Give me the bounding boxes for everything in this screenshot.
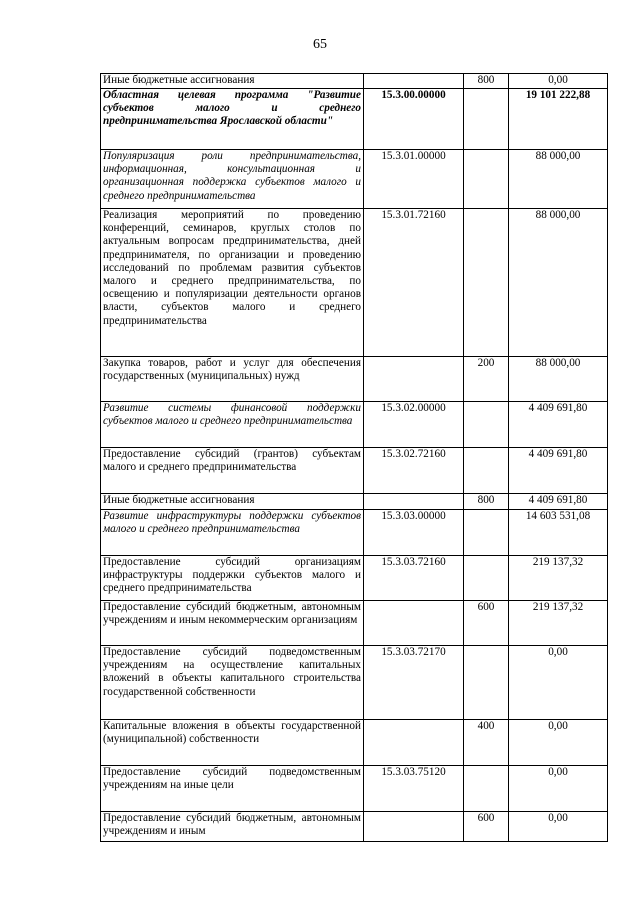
row-amount: 4 409 691,80 [509, 494, 608, 510]
row-name: Развитие инфраструктуры поддержки субъектов малого и среднего предпринимательства [101, 510, 364, 556]
page-number: 65 [313, 37, 327, 52]
row-code: 15.3.03.72170 [364, 646, 464, 720]
row-name: Предоставление субсидий бюджетным, автономным учреждениям и иным некоммерческим организациям [101, 601, 364, 646]
row-name: Реализация мероприятий по проведению конференций, семинаров, круглых столов по актуальным вопросам предпринимательства, дней предпринимателя, по организации и проведению исследований по проблемам развития субъектов малого и среднего предпринимательства, по освещению и популяризации деятельности органов власти, субъектов малого и среднего предпринимательства [101, 209, 364, 357]
row-name: Предоставление субсидий организациям инфраструктуры поддержки субъектов малого и среднего предпринимательства [101, 556, 364, 601]
table-row [101, 448, 608, 494]
row-name: Предоставление субсидий подведомственным учреждениям на осуществление капитальных вложений в объекты капитального строительства государственной собственности [101, 646, 364, 720]
row-name: Предоставление субсидий (грантов) субъектам малого и среднего предпринимательства [101, 448, 364, 494]
row-amount: 0,00 [509, 720, 608, 766]
row-name: Предоставление субсидий подведомственным учреждениям на иные цели [101, 766, 364, 812]
row-amount: 0,00 [509, 766, 608, 812]
row-code [364, 812, 464, 842]
row-code: 15.3.01.00000 [364, 150, 464, 209]
row-type: 600 [464, 812, 509, 842]
row-code: 15.3.03.00000 [364, 510, 464, 556]
row-name: Предоставление субсидий бюджетным, автономным учреждениям и иным [101, 812, 364, 842]
row-amount: 4 409 691,80 [509, 448, 608, 494]
table-row [101, 209, 608, 357]
row-amount: 88 000,00 [509, 209, 608, 357]
table-row [101, 720, 608, 766]
row-code [364, 357, 464, 402]
row-type [464, 209, 509, 357]
row-code: 15.3.03.72160 [364, 556, 464, 601]
row-code [364, 601, 464, 646]
table-row [101, 601, 608, 646]
row-amount: 219 137,32 [509, 556, 608, 601]
table-row [101, 74, 608, 89]
row-code: 15.3.00.00000 [364, 89, 464, 150]
row-amount: 4 409 691,80 [509, 402, 608, 448]
row-amount: 0,00 [509, 646, 608, 720]
row-name: Иные бюджетные ассигнования [101, 74, 364, 89]
row-type [464, 89, 509, 150]
row-amount: 88 000,00 [509, 357, 608, 402]
table-row [101, 646, 608, 720]
row-type [464, 510, 509, 556]
row-type [464, 766, 509, 812]
table-row [101, 150, 608, 209]
row-amount: 0,00 [509, 812, 608, 842]
row-amount: 219 137,32 [509, 601, 608, 646]
row-amount: 14 603 531,08 [509, 510, 608, 556]
table-row [101, 402, 608, 448]
row-code [364, 720, 464, 766]
table-row [101, 812, 608, 842]
row-type: 600 [464, 601, 509, 646]
table-row [101, 766, 608, 812]
row-type: 400 [464, 720, 509, 766]
row-type [464, 150, 509, 209]
row-type: 800 [464, 494, 509, 510]
row-type [464, 402, 509, 448]
row-name: Закупка товаров, работ и услуг для обеспечения государственных (муниципальных) нужд [101, 357, 364, 402]
row-amount: 88 000,00 [509, 150, 608, 209]
budget-table [100, 73, 608, 842]
row-type [464, 646, 509, 720]
table-row [101, 510, 608, 556]
row-code: 15.3.02.00000 [364, 402, 464, 448]
row-name: Развитие системы финансовой поддержки субъектов малого и среднего предпринимательства [101, 402, 364, 448]
row-code: 15.3.02.72160 [364, 448, 464, 494]
row-type: 200 [464, 357, 509, 402]
row-name: Популяризация роли предпринимательства, информационная, консультационная и организационная поддержка субъектов малого и среднего предпринимательства [101, 150, 364, 209]
row-code: 15.3.01.72160 [364, 209, 464, 357]
row-name: Капитальные вложения в объекты государственной (муниципальной) собственности [101, 720, 364, 766]
table-row [101, 556, 608, 601]
table-row [101, 494, 608, 510]
row-type [464, 448, 509, 494]
row-amount: 19 101 222,88 [509, 89, 608, 150]
row-type [464, 556, 509, 601]
row-amount: 0,00 [509, 74, 608, 89]
table-row [101, 89, 608, 150]
row-code [364, 74, 464, 89]
row-code: 15.3.03.75120 [364, 766, 464, 812]
row-code [364, 494, 464, 510]
row-name: Областная целевая программа "Развитие субъектов малого и среднего предпринимательства Ярославской области" [101, 89, 364, 150]
table-row [101, 357, 608, 402]
row-type: 800 [464, 74, 509, 89]
row-name: Иные бюджетные ассигнования [101, 494, 364, 510]
